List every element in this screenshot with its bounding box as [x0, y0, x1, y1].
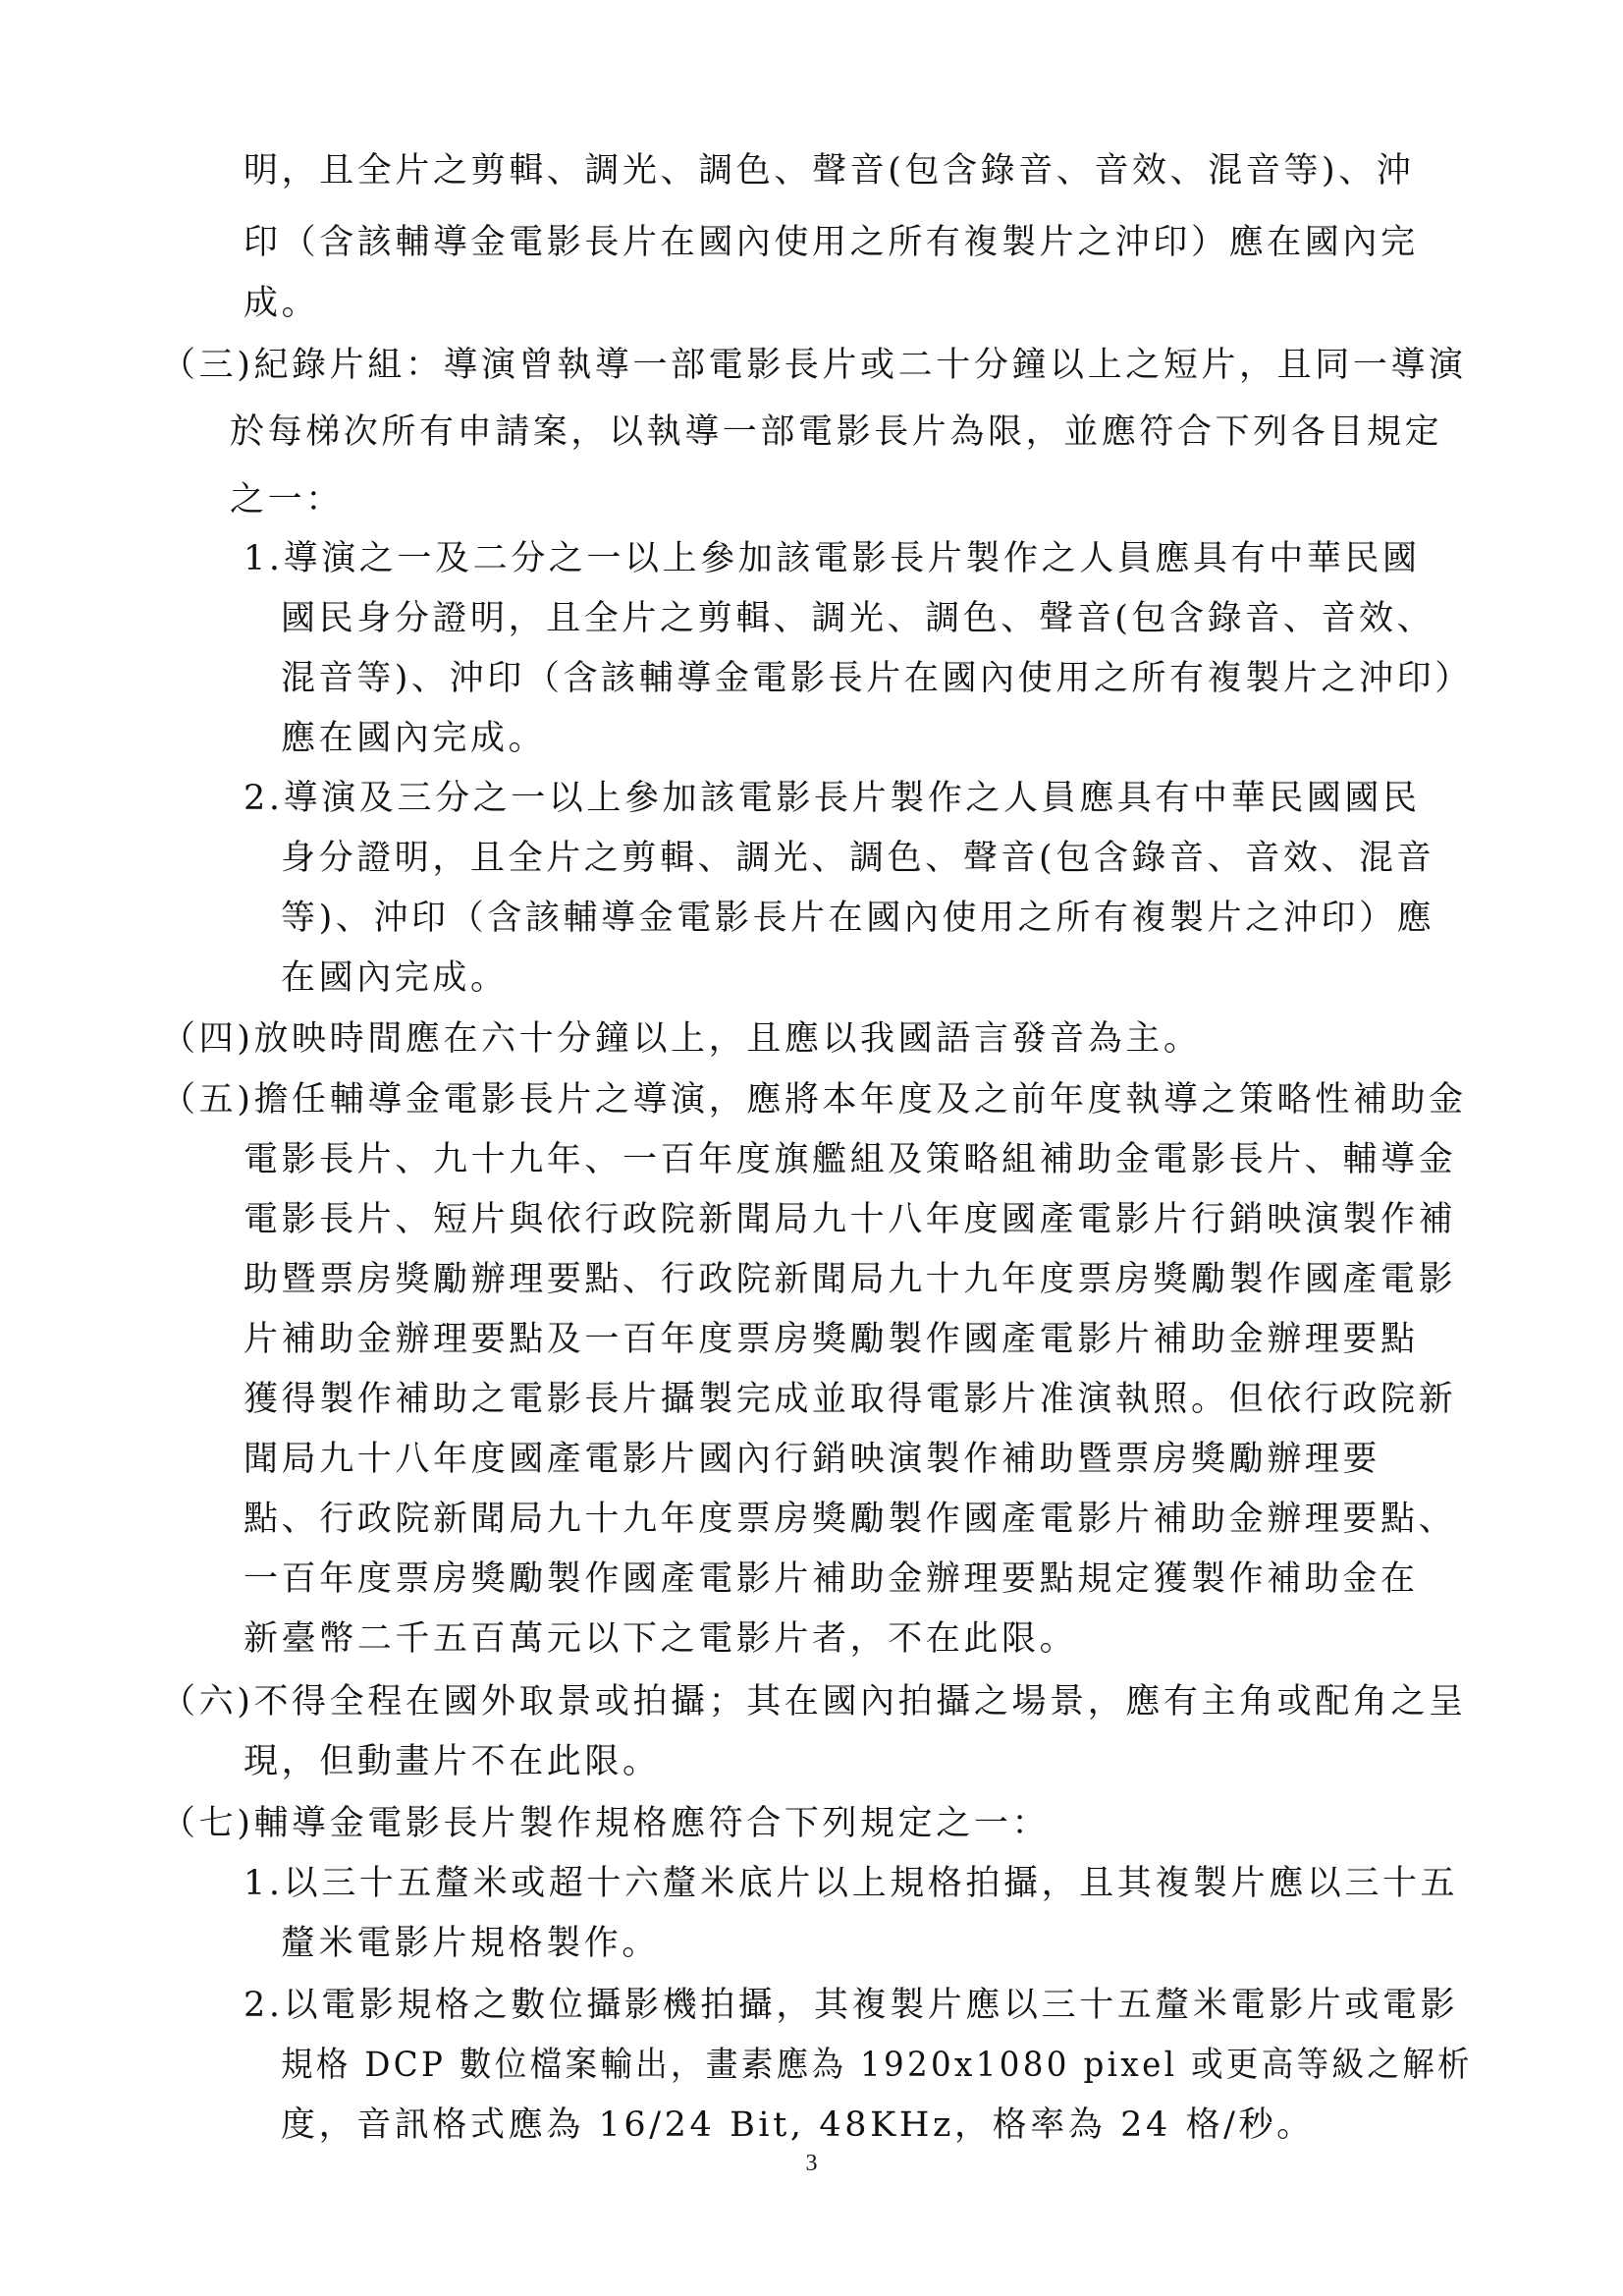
- text-line: 現，但動畫片不在此限。: [243, 1742, 661, 1781]
- text-line: 獲得製作補助之電影長片攝製完成並取得電影片准演執照。但依行政院新: [243, 1380, 1457, 1419]
- text-line: 等)、沖印（含該輔導金電影長片在國內使用之所有複製片之沖印）應: [281, 899, 1435, 938]
- text-line: 規格 DCP 數位檔案輸出，畫素應為 1920x1080 pixel 或更高等級之解析: [281, 2046, 1473, 2085]
- text-line: 一百年度票房獎勵製作國產電影片補助金辦理要點規定獲製作補助金在: [243, 1559, 1419, 1599]
- text-line: 釐米電影片規格製作。: [281, 1924, 661, 1963]
- text-line: 應在國內完成。: [281, 719, 547, 758]
- text-line: 片補助金辦理要點及一百年度票房獎勵製作國產電影片補助金辦理要點: [243, 1320, 1419, 1359]
- text-line: 明，且全片之剪輯、調光、調色、聲音(包含錄音、音效、混音等)、沖: [243, 151, 1415, 191]
- text-line: 印（含該輔導金電影長片在國內使用之所有複製片之沖印）應在國內完: [243, 223, 1419, 262]
- text-line: 混音等)、沖印（含該輔導金電影長片在國內使用之所有複製片之沖印）: [281, 659, 1473, 698]
- text-line: 之一：: [230, 480, 344, 519]
- text-line: 成。: [243, 284, 320, 323]
- section-heading-3: （三)紀錄片組：導演曾執導一部電影長片或二十分鐘以上之短片，且同一導演: [161, 346, 1467, 385]
- text-line: 電影長片、短片與依行政院新聞局九十八年度國產電影片行銷映演製作補: [243, 1200, 1457, 1239]
- list-item-1: 1.以三十五釐米或超十六釐米底片以上規格拍攝，且其複製片應以三十五: [243, 1864, 1459, 1903]
- text-line: 助暨票房獎勵辦理要點、行政院新聞局九十九年度票房獎勵製作國產電影: [243, 1260, 1457, 1299]
- section-heading-7: （七)輔導金電影長片製作規格應符合下列規定之一：: [161, 1804, 1051, 1843]
- text-line: 新臺幣二千五百萬元以下之電影片者，不在此限。: [243, 1619, 1078, 1659]
- section-heading-4: （四)放映時間應在六十分鐘以上，且應以我國語言發音為主。: [161, 1019, 1202, 1059]
- list-item-1: 1.導演之一及二分之一以上參加該電影長片製作之人員應具有中華民國: [243, 539, 1421, 578]
- text-line: 度，音訊格式應為 16/24 Bit, 48KHz，格率為 24 格/秒。: [281, 2105, 1315, 2145]
- page-number: 3: [805, 2151, 818, 2176]
- text-line: 於每梯次所有申請案，以執導一部電影長片為限，並應符合下列各目規定: [230, 412, 1443, 452]
- list-item-2: 2.導演及三分之一以上參加該電影長片製作之人員應具有中華民國國民: [243, 779, 1421, 818]
- list-item-2: 2.以電影規格之數位攝影機拍攝，其複製片應以三十五釐米電影片或電影: [243, 1986, 1459, 2025]
- text-line: 在國內完成。: [281, 958, 509, 998]
- section-heading-6: （六)不得全程在國外取景或拍攝；其在國內拍攝之場景，應有主角或配角之呈: [161, 1682, 1467, 1722]
- text-line: 聞局九十八年度國產電影片國內行銷映演製作補助暨票房獎勵辦理要: [243, 1440, 1381, 1479]
- text-line: 身分證明，且全片之剪輯、調光、調色、聲音(包含錄音、音效、混音: [281, 839, 1435, 878]
- section-heading-5: （五)擔任輔導金電影長片之導演，應將本年度及之前年度執導之策略性補助金: [161, 1080, 1467, 1120]
- text-line: 電影長片、九十九年、一百年度旗艦組及策略組補助金電影長片、輔導金: [243, 1140, 1457, 1179]
- text-line: 國民身分證明，且全片之剪輯、調光、調色、聲音(包含錄音、音效、: [281, 599, 1435, 638]
- text-line: 點、行政院新聞局九十九年度票房獎勵製作國產電影片補助金辦理要點、: [243, 1500, 1457, 1539]
